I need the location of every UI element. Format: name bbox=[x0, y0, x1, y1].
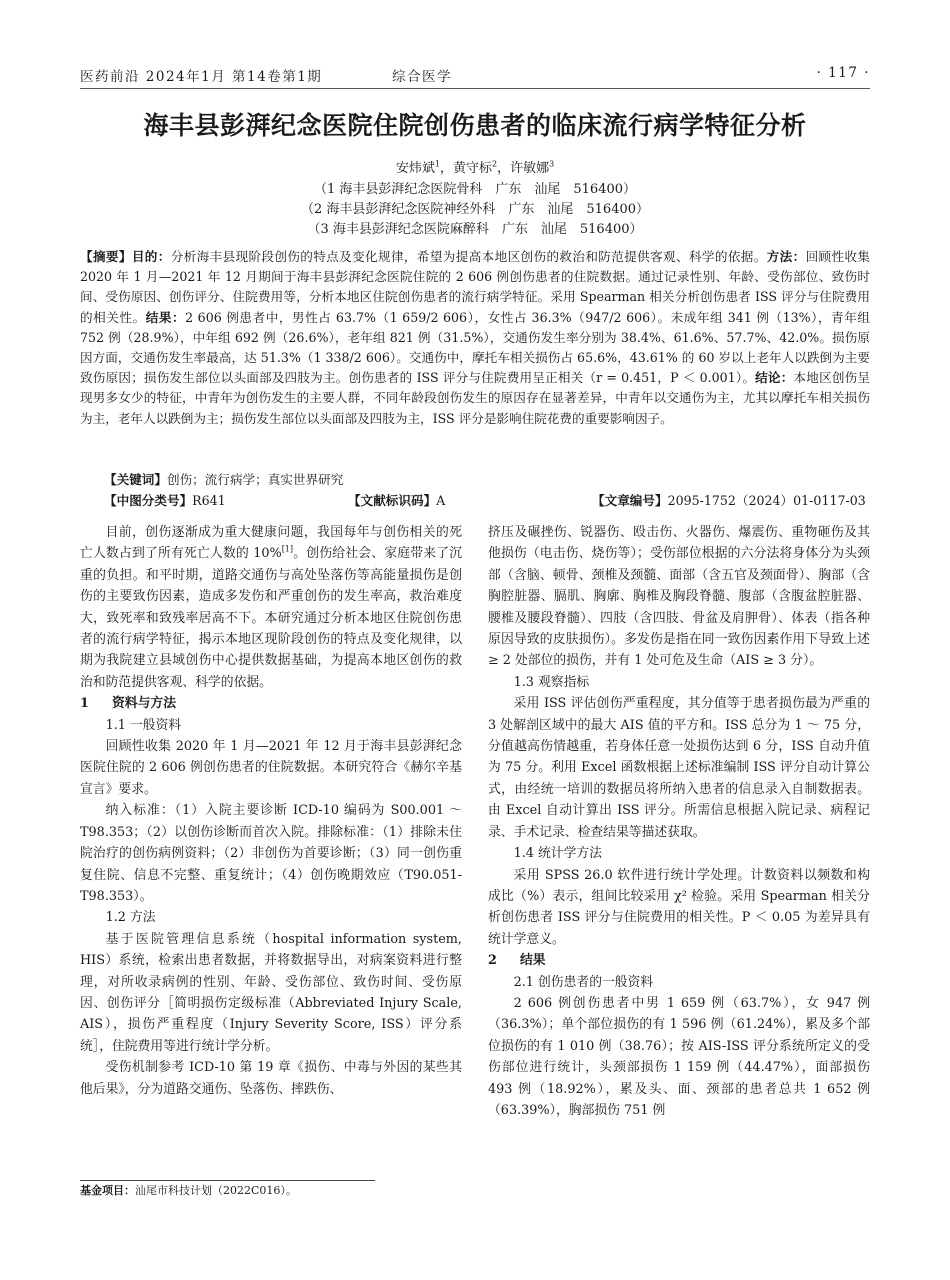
objective-label: 目的： bbox=[131, 249, 171, 264]
subsection-heading: 1.3 观察指标 bbox=[513, 674, 590, 690]
citation: [1] bbox=[281, 545, 294, 555]
keywords-text: 创伤；流行病学；真实世界研究 bbox=[166, 472, 344, 487]
intro-text-cont: 。创伤给社会、家庭带来了沉重的负担。和平时期，道路交通伤与高处坠落伤等高能量损伤是创伤的主要致伤因素，造成多发伤和严重创伤的发生率高，救治难度大，致死率和致残率居高不下。本研究通过分析本地区住院创伤患者的流行病学特征，揭示本地区现阶段创伤的特点及变化规律，以期为我院建立县域创伤中心提供数据基础，为提高本地区创伤的救治和防范提供客观、科学的依据。 bbox=[80, 546, 463, 690]
author-affil-mark: 3 bbox=[549, 159, 555, 169]
paragraph: 纳入标准：（1）入院主要诊断 ICD-10 编码为 S00.001 ～ T98.353；（2）以创伤诊断而首次入院。排除标准：（1）排除未住院治疗的创伤病例资料；（2）非创伤为首要诊断；（3）同一创伤重复住院、信息不完整、重复统计；（4）创伤晚期效应（T90.051-T98.353）。 bbox=[80, 803, 462, 904]
document-code-value: A bbox=[436, 493, 446, 508]
methods-text: 回顾性收集 2020 年 1 月—2021 年 12 月期间于海丰县彭湃纪念医院住院的 2 606 例创伤患者的住院数据。通过记录性别、年龄、受伤部位、致伤时间、受伤原因、创伤评分、住院费用等，分析本地区住院创伤患者的流行病学特征。采用 Spearman 相关分析创伤患者 ISS 评分与住院费用的相关性。 bbox=[80, 249, 871, 325]
document-code bbox=[348, 490, 445, 509]
section-name: 综合医学 bbox=[392, 69, 452, 85]
clc-label: 【中图分类号】 bbox=[104, 493, 193, 508]
author-name: 许敏娜 bbox=[510, 161, 550, 176]
keywords-label: 【关键词】 bbox=[104, 472, 167, 487]
section-heading bbox=[488, 950, 870, 971]
page-number: · 117 · bbox=[816, 65, 870, 81]
left-column bbox=[80, 522, 462, 1100]
affiliation: （1 海丰县彭湃纪念医院骨科 广东 汕尾 516400） bbox=[313, 182, 637, 197]
running-header bbox=[80, 62, 870, 86]
subsection-heading: 1.2 方法 bbox=[105, 910, 156, 926]
paragraph: 采用 SPSS 26.0 软件进行统计学处理。计数资料以频数和构成比（%）表示，组间比较采用 χ² 检验。采用 Spearman 相关分析创伤患者 ISS 评分与住院费用的相关性。P ＜ 0.05 为差异具有统计学意义。 bbox=[488, 867, 870, 947]
section-title: 结果 bbox=[520, 953, 546, 969]
conclusion-text: 本地区创伤呈现男多女少的特征，中青年为创伤发生的主要人群，不同年龄段创伤发生的原因存在显著差异，中青年以交通伤为主，尤其以摩托车相关损伤为主，老年人以跌倒为主；损伤发生部位以头面部及四肢为主，ISS 评分是影响住院花费的重要影响因子。 bbox=[80, 370, 871, 426]
section-heading bbox=[80, 693, 462, 714]
keywords bbox=[104, 469, 870, 488]
paragraph: 采用 ISS 评估创伤严重程度，其分值等于患者损伤最为严重的 3 处解剖区域中的最大 AIS 值的平方和。ISS 总分为 1 ～ 75 分，分值越高伤情越重，若身体任意一处损伤达到 6 分，ISS 自动升值为 75 分。利用 Excel 函数根据上述标准编制 ISS 评分自动计算公式，由经统一培训的数据员将所纳入患者的信息录入自制数据表。由 Excel 自动计算出 ISS 评分。所需信息根据入院记录、病程记录、手术记录、检查结果等描述获取。 bbox=[488, 696, 870, 840]
author-affil-mark: 1 bbox=[434, 159, 440, 169]
right-column bbox=[488, 522, 870, 1121]
section-number: 2 bbox=[488, 953, 497, 969]
results-label: 结果： bbox=[145, 309, 186, 325]
author-affil-mark: 2 bbox=[491, 159, 498, 169]
intro-text: 目前，创伤逐渐成为重大健康问题，我国每年与创伤相关的死亡人数占到了所有死亡人数的 10% bbox=[80, 525, 462, 562]
funding-text: 汕尾市科技计划（2022C016）。 bbox=[135, 1184, 297, 1197]
affiliation: （3 海丰县彭湃纪念医院麻醉科 广东 汕尾 516400） bbox=[307, 222, 643, 237]
article-title: 海丰县彭湃纪念医院住院创伤患者的临床流行病学特征分析 bbox=[143, 111, 807, 140]
paragraph: 基于医院管理信息系统（hospital information system, HIS）系统，检索出患者数据，并将数据导出，对病案资料进行整理，对所收录病例的性别、年龄、受伤部位、致伤时间、受伤原因、创伤评分［简明损伤定级标准（Abbreviated Injury Scale, AIS），损伤严重程度（Injury Severity Score, ISS）评分系统］，住院费用等进行统计学分析。 bbox=[80, 931, 462, 1054]
article-number bbox=[592, 490, 866, 509]
methods-label: 方法： bbox=[766, 249, 806, 264]
paragraph bbox=[80, 522, 462, 693]
document-code-label: 【文献标识码】 bbox=[348, 493, 437, 508]
abstract bbox=[80, 247, 870, 429]
header-divider bbox=[80, 88, 870, 89]
author-list: 安炜斌$^1$，黄守标$^2$，许敏娜$^3$ bbox=[395, 159, 555, 176]
journal-issue: 医药前沿 2024年1月 第14卷第1期 bbox=[80, 69, 323, 85]
abstract-label: 【摘要】 bbox=[80, 249, 132, 264]
clc-value: R641 bbox=[192, 493, 226, 508]
funding-label: 基金项目： bbox=[80, 1184, 135, 1197]
footnote-divider bbox=[80, 1180, 375, 1181]
paragraph: 2 606 例创伤患者中男 1 659 例（63.7%），女 947 例（36.3%）；单个部位损伤的有 1 596 例（61.24%），累及多个部位损伤的有 1 010 例（38.76）；按 AIS-ISS 评分系统所定义的受伤部位进行统计，头颈部损伤 1 159 例（44.47%），面部损伤 493 例（18.92%），累及头、面、颈部的患者总共 1 652 例（63.39%），胸部损伤 751 例 bbox=[488, 995, 870, 1118]
section-number: 1 bbox=[80, 696, 89, 712]
subsection-heading: 1.1 一般资料 bbox=[105, 717, 182, 733]
article-number-label: 【文章编号】 bbox=[592, 493, 668, 508]
paragraph: 受伤机制参考 ICD-10 第 19 章《损伤、中毒与外因的某些其他后果》，分为道路交通伤、坠落伤、摔跌伤、 bbox=[80, 1060, 462, 1097]
conclusion-label: 结论： bbox=[755, 370, 794, 386]
objective-text: 分析海丰县现阶段创伤的特点及变化规律，希望为提高本地区创伤的救治和防范提供客观、科学的依据。 bbox=[170, 249, 767, 264]
subsection-heading: 1.4 统计学方法 bbox=[513, 846, 602, 862]
paragraph: 挤压及碾挫伤、锐器伤、殴击伤、火器伤、爆震伤、重物砸伤及其他损伤（电击伤、烧伤等）；受伤部位根据的六分法将身体分为头颈部（含脑、顿骨、颈椎及颈髓、面部（含五官及颈面骨）、胸部（含胸腔脏器、膈肌、胸廓、胸椎及胸段脊髓、腹部（含腹盆腔脏器、腰椎及腰段脊髓）、四肢（含四肢、骨盆及肩胛骨）、体表（指各种原因导致的皮肤损伤）。多发伤是指在同一致伤因素作用下导致上述≥ 2 处部位的损伤，并有 1 处可危及生命（AIS ≥ 3 分）。 bbox=[488, 525, 870, 669]
affiliation: （2 海丰县彭湃纪念医院神经外科 广东 汕尾 516400） bbox=[300, 202, 650, 217]
clc-number bbox=[104, 490, 226, 509]
article-number-value: 2095-1752（2024）01-0117-03 bbox=[667, 493, 866, 508]
author-name: 安炜斌 bbox=[395, 161, 435, 176]
section-title: 资料与方法 bbox=[112, 696, 176, 712]
funding-footnote bbox=[80, 1182, 297, 1198]
results-text: 2 606 例患者中，男性占 63.7%（1 659/2 606），女性占 36.3%（947/2 606）。未成年组 341 例（13%），青年组 752 例（28.9%），中年组 692 例（26.6%），老年组 821 例（31.5%），交通伤发生率分别为 38.4%、61.6%、57.7%、42.0%。损伤原因方面，交通伤发生率最高，达 51.3%（1 338/2 606）。交通伤中，摩托车相关损伤占 65.6%，43.61% 的 60 岁以上老年人以跌倒为主要致伤原因；损伤发生部位以头面部及四肢为主。创伤患者的 ISS 评分与住院费用呈正相关（r = 0.451，P ＜ 0.001）。 bbox=[80, 309, 871, 386]
paragraph: 回顾性收集 2020 年 1 月—2021 年 12 月于海丰县彭湃纪念医院住院的 2 606 例创伤患者的住院数据。本研究符合《赫尔辛基宣言》要求。 bbox=[80, 739, 462, 797]
author-name: 黄守标 bbox=[452, 161, 492, 176]
subsection-heading: 2.1 创伤患者的一般资料 bbox=[513, 974, 654, 990]
